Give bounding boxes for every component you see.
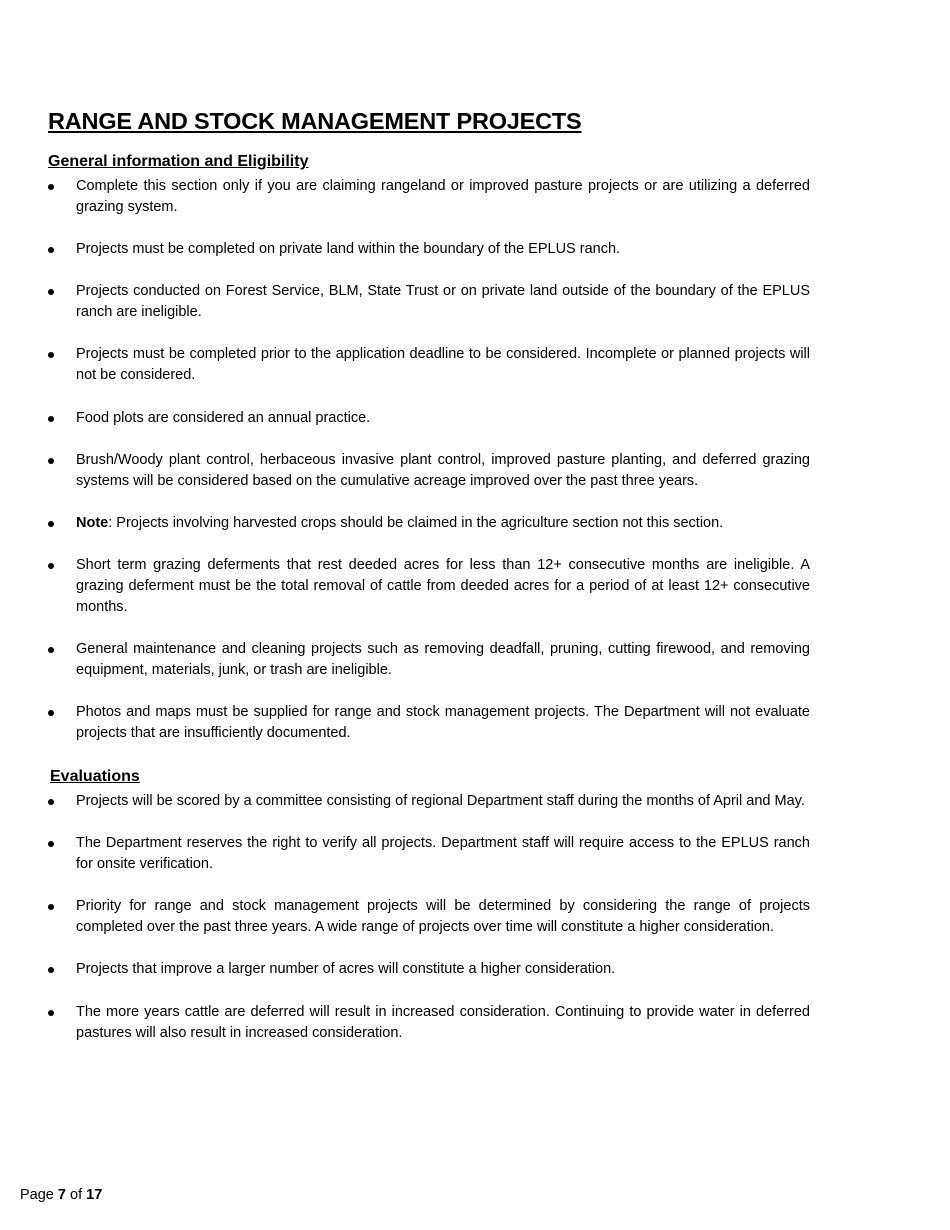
page-label: Page bbox=[20, 1187, 54, 1203]
list-item-text: Projects must be completed on private land within the boundary of the EPLUS ranch. bbox=[76, 241, 621, 258]
list-item-text: Brush/Woody plant control, herbaceous invasive plant control, improved pasture planting, and deferred grazing systems will be considered based on the cumulative acreage improved over the past three years. bbox=[76, 451, 810, 489]
total-pages-number: 17 bbox=[86, 1187, 103, 1203]
list-item-text: Short term grazing deferments that rest deeded acres for less than 12+ consecutive months are ineligible. A grazing deferment must be the total removal of cattle from deeded acres for a period of at least 12+ consecutive months. bbox=[76, 557, 810, 615]
bullet-icon bbox=[48, 967, 54, 973]
bullet-list-evaluations bbox=[48, 791, 810, 1043]
bullet-icon bbox=[48, 458, 54, 464]
section-heading-general-information: General information and Eligibility bbox=[48, 153, 309, 170]
list-item bbox=[48, 408, 810, 429]
list-item-text: Projects will be scored by a committee consisting of regional Department staff during the months of April and May. bbox=[76, 793, 805, 809]
bullet-icon bbox=[48, 416, 54, 422]
bullet-icon bbox=[48, 904, 54, 910]
bullet-icon bbox=[48, 710, 54, 716]
list-item bbox=[48, 239, 810, 260]
bullet-icon bbox=[48, 352, 54, 358]
bullet-icon bbox=[48, 521, 54, 527]
list-item-text: Projects conducted on Forest Service, BLM, State Trust or on private land outside of the boundary of the EPLUS ranch are ineligible. bbox=[76, 283, 810, 321]
list-item bbox=[48, 702, 810, 744]
list-item bbox=[48, 513, 810, 534]
list-item bbox=[48, 450, 810, 492]
list-item bbox=[48, 344, 810, 386]
bullet-icon bbox=[48, 184, 54, 190]
bullet-list-general-information bbox=[48, 176, 810, 744]
list-item-text: General maintenance and cleaning projects such as removing deadfall, pruning, cutting firewood, and removing equipment, materials, junk, or trash are ineligible. bbox=[76, 641, 810, 678]
list-item bbox=[48, 281, 810, 323]
list-item-text: : Projects involving harvested crops should be claimed in the agriculture section not this section. bbox=[108, 514, 724, 531]
list-item-text: Projects that improve a larger number of acres will constitute a higher consideration. bbox=[76, 961, 616, 978]
section-heading-evaluations: Evaluations bbox=[50, 768, 140, 785]
bullet-icon bbox=[48, 289, 54, 295]
bullet-icon bbox=[48, 1010, 54, 1016]
list-item bbox=[48, 833, 810, 875]
list-item-text: The Department reserves the right to verify all projects. Department staff will require access to the EPLUS ranch for onsite verification. bbox=[76, 835, 810, 873]
list-item bbox=[48, 959, 810, 980]
bullet-icon bbox=[48, 841, 54, 847]
list-item-text: Food plots are considered an annual practice. bbox=[76, 409, 371, 426]
list-item bbox=[48, 896, 810, 938]
note-label: Note bbox=[76, 514, 109, 531]
bullet-icon bbox=[48, 563, 54, 569]
bullet-icon bbox=[48, 247, 54, 253]
bullet-icon bbox=[48, 647, 54, 653]
of-label: of bbox=[70, 1187, 83, 1203]
list-item-text: Photos and maps must be supplied for range and stock management projects. The Department will not evaluate projects that are insufficiently documented. bbox=[76, 704, 810, 742]
bullet-icon bbox=[48, 799, 54, 805]
list-item-text: Complete this section only if you are claiming rangeland or improved pasture projects or are utilizing a deferred grazing system. bbox=[76, 178, 810, 215]
list-item-text: Priority for range and stock management projects will be determined by considering the range of projects completed over the past three years. A wide range of projects over time will constitute a higher consideration. bbox=[76, 898, 810, 936]
list-item bbox=[48, 1002, 810, 1044]
list-item-text: The more years cattle are deferred will result in increased consideration. Continuing to provide water in deferred pastures will also result in increased consideration. bbox=[76, 1003, 810, 1041]
list-item bbox=[48, 176, 810, 218]
list-item bbox=[48, 791, 810, 812]
list-item-text: Projects must be completed prior to the application deadline to be considered. Incomplete or planned projects will not be considered. bbox=[76, 346, 810, 384]
list-item bbox=[48, 639, 810, 681]
page-title: RANGE AND STOCK MANAGEMENT PROJECTS bbox=[48, 108, 582, 134]
list-item bbox=[48, 555, 810, 617]
page-number-footer bbox=[20, 1187, 102, 1203]
current-page-number: 7 bbox=[57, 1187, 66, 1203]
